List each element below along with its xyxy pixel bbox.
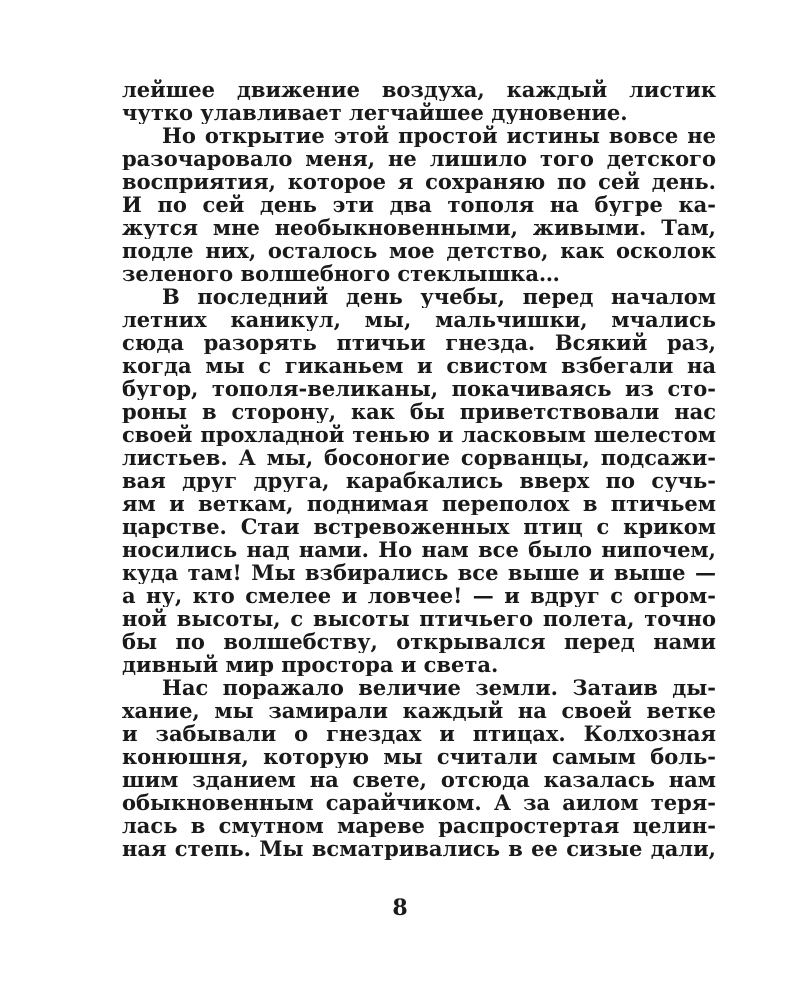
text-line: Нас поражало величие земли. Затаив ды- — [162, 676, 716, 699]
text-line: разочаровало меня, не лишило того детского — [122, 147, 716, 170]
text-line: вая друг друга, карабкались вверх по сучь- — [122, 469, 716, 492]
text-line: И по сей день эти два тополя на бугре ка- — [122, 193, 716, 216]
text-line: зеленого волшебного стеклышка… — [122, 262, 560, 285]
text-line: шим зданием на свете, отсюда казалась нам — [122, 768, 716, 791]
page-body — [122, 78, 716, 860]
text-line: обыкновенным сарайчиком. А за аилом теря- — [122, 791, 716, 814]
text-line: носились над нами. Но нам все было нипочем, — [122, 538, 716, 561]
text-line: лейшее движение воздуха, каждый листик — [122, 78, 716, 101]
text-line: хание, мы замирали каждый на своей ветке — [122, 699, 716, 722]
text-line: подле них, осталось мое детство, как осколок — [122, 239, 716, 262]
text-line: своей прохладной тенью и ласковым шелестом — [122, 423, 716, 446]
text-line: чутко улавливает легчайшее дуновение. — [122, 101, 628, 124]
text-line: конюшня, которую мы считали самым боль- — [122, 745, 716, 768]
text-line: роны в сторону, как бы приветствовали нас — [122, 400, 716, 423]
text-line: ям и веткам, поднимая переполох в птичьем — [122, 492, 716, 515]
page-number: 8 — [392, 895, 408, 921]
text-line: летних каникул, мы, мальчишки, мчались — [122, 308, 716, 331]
text-line: восприятия, которое я сохраняю по сей день. — [122, 170, 716, 193]
text-line: бы по волшебству, открывался перед нами — [122, 630, 716, 653]
text-line: и забывали о гнездах и птицах. Колхозная — [122, 722, 716, 745]
text-line: когда мы с гиканьем и свистом взбегали на — [122, 354, 716, 377]
text-line: дивный мир простора и света. — [122, 653, 499, 676]
text-line: В последний день учебы, перед началом — [162, 285, 716, 308]
text-line: листьев. А мы, босоногие сорванцы, подсажи- — [122, 446, 716, 469]
text-line: а ну, кто смелее и ловчее! — и вдруг с огром- — [122, 584, 716, 607]
text-line: лась в смутном мареве распростертая целин- — [122, 814, 716, 837]
text-line: жутся мне необыкновенными, живыми. Там, — [122, 216, 716, 239]
text-line: царстве. Стаи встревоженных птиц с криком — [122, 515, 716, 538]
text-line: сюда разорять птичьи гнезда. Всякий раз, — [122, 331, 716, 354]
text-line: Но открытие этой простой истины вовсе не — [162, 124, 716, 147]
text-line: бугор, тополя-великаны, покачиваясь из сто- — [122, 377, 716, 400]
text-line: ной высоты, с высоты птичьего полета, точно — [122, 607, 716, 630]
text-line: ная степь. Мы всматривались в ее сизые дали, — [122, 837, 716, 860]
text-line: куда там! Мы взбирались все выше и выше — — [122, 561, 716, 584]
